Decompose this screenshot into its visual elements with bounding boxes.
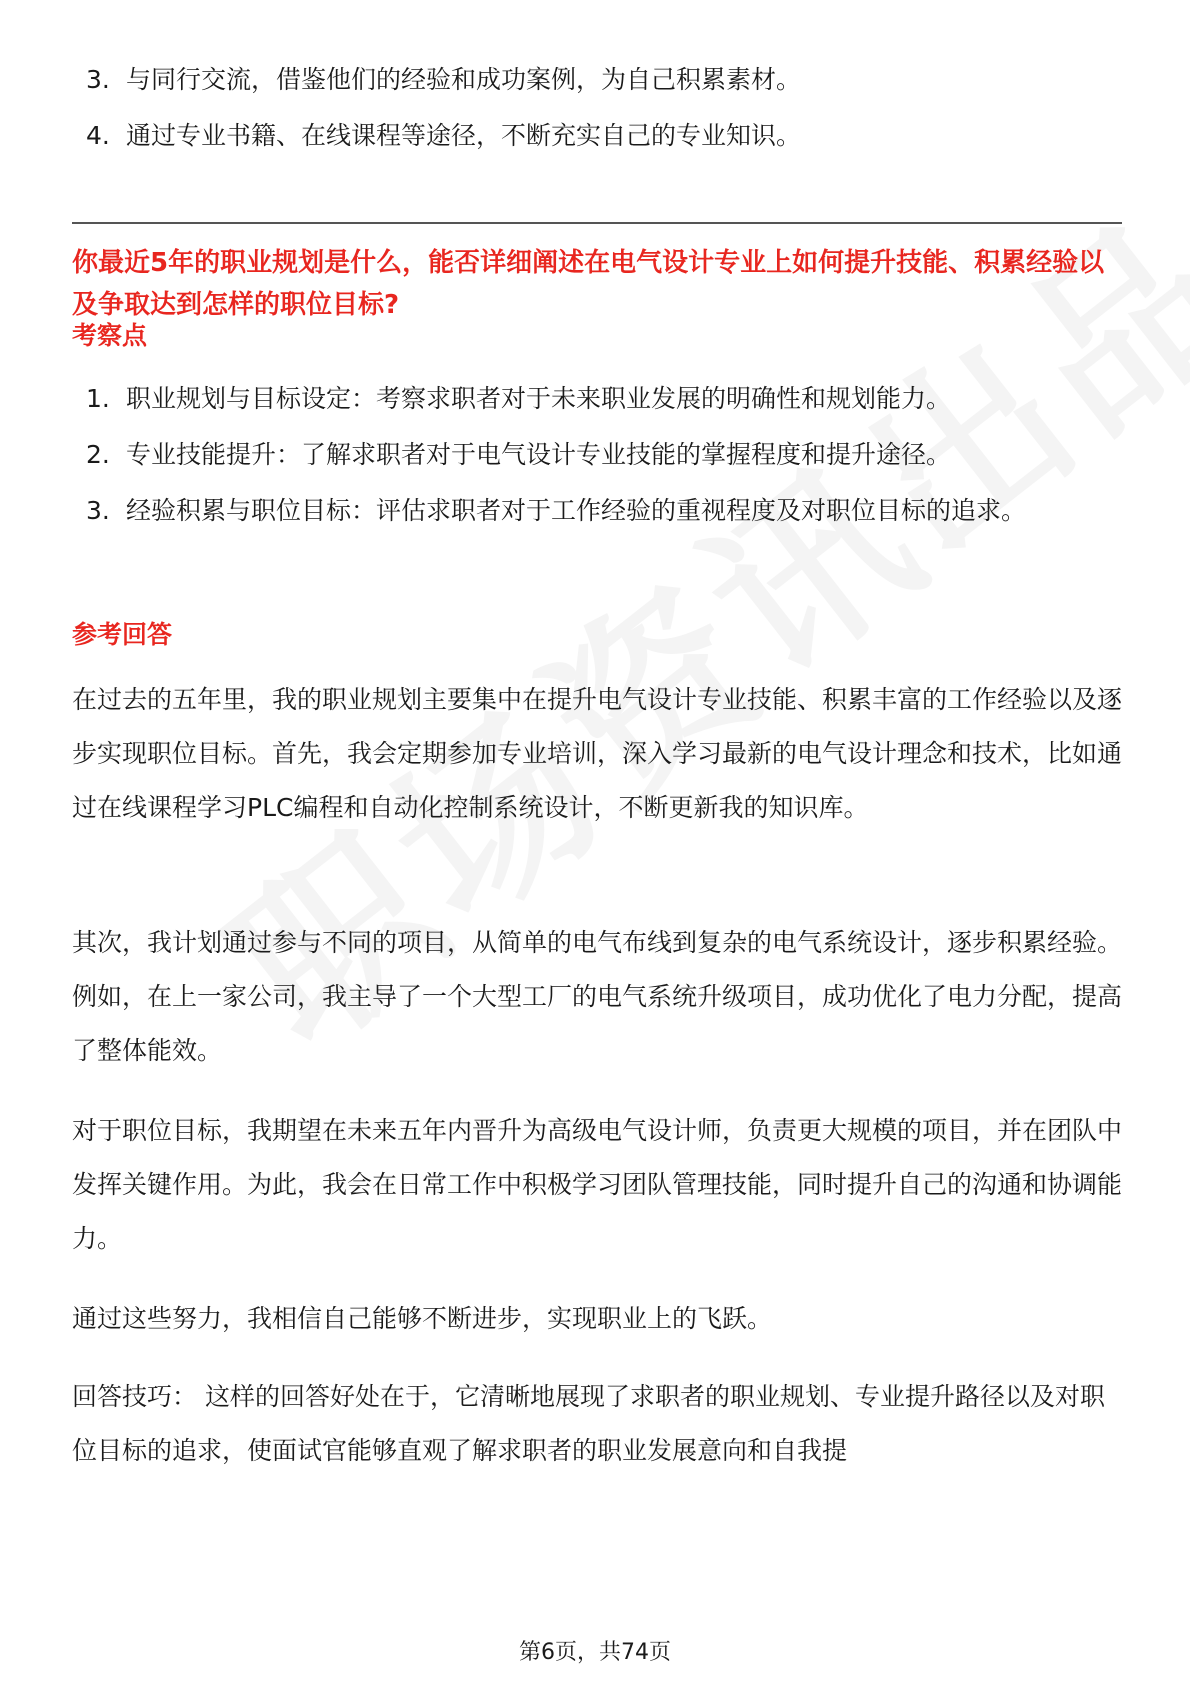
answer-paragraph: 对于职位目标，我期望在未来五年内晋升为高级电气设计师，负责更大规模的项目，并在团队中发挥关键作用。为此，我会在日常工作中积极学习团队管理技能，同时提升自己的沟通和协调能力。 bbox=[72, 1116, 1123, 1253]
list-item-number: 3. bbox=[86, 496, 110, 525]
answer-section-title: 参考回答 bbox=[72, 620, 173, 649]
answer-paragraph: 通过这些努力，我相信自己能够不断进步，实现职业上的飞跃。 bbox=[72, 1304, 773, 1333]
answer-tip: 回答技巧： 这样的回答好处在于，它清晰地展现了求职者的职业规划、专业提升路径以及对职位目标的追求，使面试官能够直观了解求职者的职业发展意向和自我提 bbox=[72, 1382, 1105, 1465]
list-item-text: 与同行交流，借鉴他们的经验和成功案例，为自己积累素材。 bbox=[126, 65, 802, 94]
answer-paragraph: 在过去的五年里，我的职业规划主要集中在提升电气设计专业技能、积累丰富的工作经验以及逐步实现职位目标。首先，我会定期参加专业培训，深入学习最新的电气设计理念和技术，比如通过在线课程学习PLC编程和自动化控制系统设计，不断更新我的知识库。 bbox=[72, 685, 1123, 822]
list-item bbox=[72, 427, 1122, 483]
focus-list bbox=[72, 371, 1122, 539]
focus-section-title: 考察点 bbox=[72, 321, 148, 350]
list-item bbox=[72, 52, 1122, 108]
list-item-number: 3. bbox=[86, 65, 110, 94]
section-divider bbox=[72, 222, 1122, 224]
list-item-number: 1. bbox=[86, 384, 110, 413]
list-item-text: 通过专业书籍、在线课程等途径，不断充实自己的专业知识。 bbox=[126, 121, 802, 150]
previous-list bbox=[72, 52, 1122, 164]
list-item-number: 4. bbox=[86, 121, 110, 150]
answer-paragraph: 其次，我计划通过参与不同的项目，从简单的电气布线到复杂的电气系统设计，逐步积累经验。例如，在上一家公司，我主导了一个大型工厂的电气系统升级项目，成功优化了电力分配，提高了整体能效。 bbox=[72, 928, 1123, 1065]
list-item bbox=[72, 108, 1122, 164]
list-item bbox=[72, 371, 1122, 427]
list-item-number: 2. bbox=[86, 440, 110, 469]
interview-question: 你最近5年的职业规划是什么，能否详细阐述在电气设计专业上如何提升技能、积累经验以及争取达到怎样的职位目标? bbox=[72, 248, 1105, 320]
list-item-text: 经验积累与职位目标：评估求职者对于工作经验的重视程度及对职位目标的追求。 bbox=[126, 496, 1027, 525]
page-number: 第6页，共74页 bbox=[519, 1640, 671, 1665]
list-item-text: 职业规划与目标设定：考察求职者对于未来职业发展的明确性和规划能力。 bbox=[126, 384, 952, 413]
list-item bbox=[72, 483, 1122, 539]
list-item-text: 专业技能提升：了解求职者对于电气设计专业技能的掌握程度和提升途径。 bbox=[126, 440, 952, 469]
